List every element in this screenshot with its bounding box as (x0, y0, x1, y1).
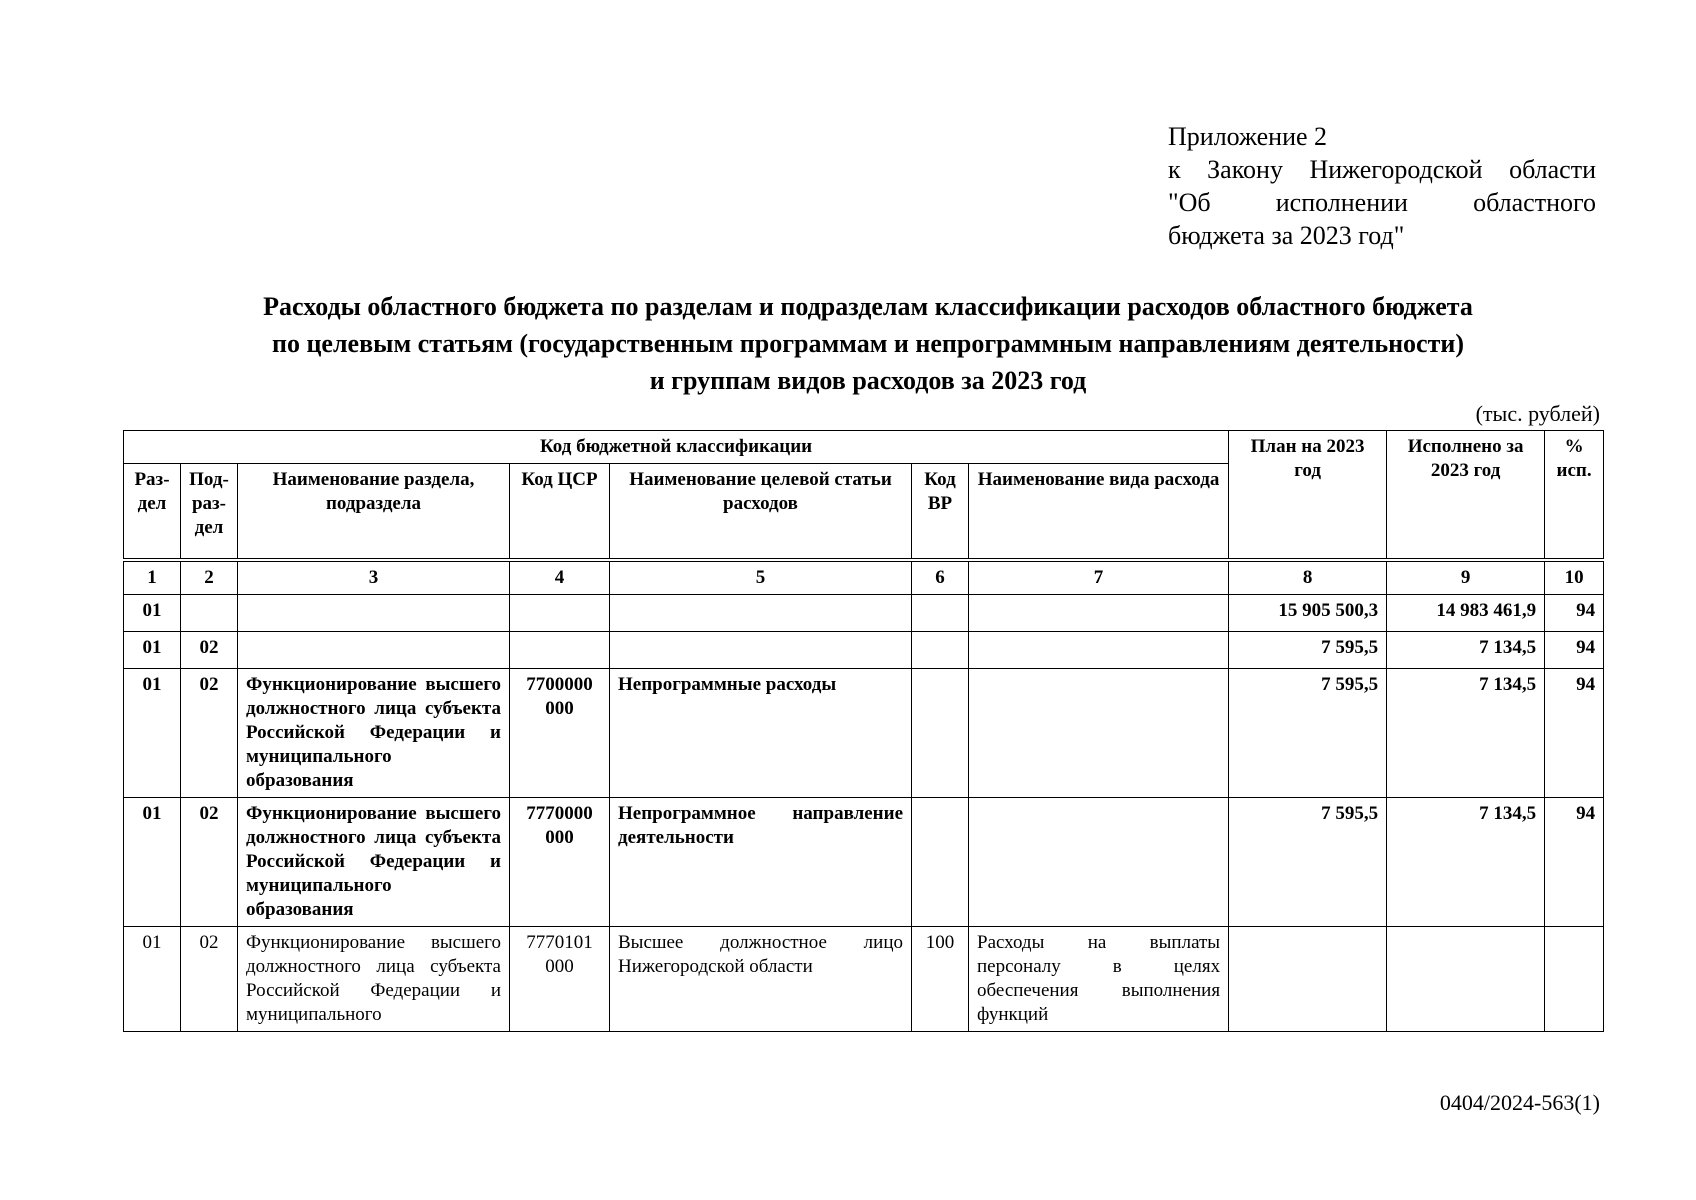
cell-vr-name: Расходы на выплаты персоналу в целях обеспечения выполнения функций (969, 927, 1229, 1032)
cell-razdel: 01 (124, 669, 181, 798)
cell-vr-name (969, 798, 1229, 927)
cell-pct: 94 (1545, 669, 1604, 798)
table-row (124, 927, 1604, 1032)
cell-vr (912, 595, 969, 632)
cell-csr-name: Непрограммное направление деятельности (610, 798, 912, 927)
cell-csr: 7770101 000 (510, 927, 610, 1032)
annex-line-4: бюджета за 2023 год" (1168, 221, 1405, 250)
cell-vr (912, 798, 969, 927)
cell-csr: 7700000 000 (510, 669, 610, 798)
header-classification-code: Код бюджетной классификации (124, 431, 1229, 464)
cell-razdel: 01 (124, 632, 181, 669)
header-podrazdel: Под- раз- дел (181, 464, 238, 561)
header-razdel-name: Наименование раздела, подраздела (238, 464, 510, 561)
units-note: (тыс. рублей) (1475, 401, 1600, 426)
column-number: 6 (912, 560, 969, 595)
title-line-2: по целевым статьям (государственным программам и непрограммным направлениям деятельности) (271, 329, 1465, 358)
cell-razdel: 01 (124, 927, 181, 1032)
title-line-1: Расходы областного бюджета по разделам и подразделам классификации расходов областного бюджета (263, 292, 1473, 321)
cell-razdel: 01 (124, 798, 181, 927)
cell-plan: 15 905 500,3 (1229, 595, 1387, 632)
cell-csr (510, 595, 610, 632)
annex-line-1: Приложение 2 (1168, 122, 1328, 151)
cell-razdel-name: Функционирование высшего должностного лица субъекта Российской Федерации и муниципального (238, 927, 510, 1032)
cell-pct (1545, 927, 1604, 1032)
cell-csr-name: Высшее должностное лицо Нижегородской области (610, 927, 912, 1032)
header-csr: Код ЦСР (510, 464, 610, 561)
column-number-row (124, 560, 1604, 595)
cell-done: 7 134,5 (1387, 669, 1545, 798)
cell-done: 7 134,5 (1387, 798, 1545, 927)
table-row (124, 798, 1604, 927)
annex-line-2: к Закону Нижегородской области (1168, 155, 1596, 184)
annex-line-3: "Об исполнении областного (1168, 188, 1596, 217)
cell-podrazdel: 02 (181, 669, 238, 798)
cell-razdel-name (238, 595, 510, 632)
table-row (124, 632, 1604, 669)
cell-vr (912, 632, 969, 669)
cell-podrazdel (181, 595, 238, 632)
column-number: 5 (610, 560, 912, 595)
column-number: 3 (238, 560, 510, 595)
header-done: Исполнено за 2023 год (1387, 431, 1545, 561)
cell-plan: 7 595,5 (1229, 632, 1387, 669)
cell-pct: 94 (1545, 798, 1604, 927)
cell-plan: 7 595,5 (1229, 798, 1387, 927)
column-number: 2 (181, 560, 238, 595)
cell-pct: 94 (1545, 632, 1604, 669)
column-number: 9 (1387, 560, 1545, 595)
header-pct: % исп. (1545, 431, 1604, 561)
cell-vr-name (969, 669, 1229, 798)
title-line-3: и группам видов расходов за 2023 год (649, 366, 1087, 395)
cell-csr-name: Непрограммные расходы (610, 669, 912, 798)
document-number: 0404/2024-563(1) (1439, 1090, 1600, 1115)
cell-csr-name (610, 632, 912, 669)
header-csr-name: Наименование целевой статьи расходов (610, 464, 912, 561)
table-row (124, 595, 1604, 632)
cell-podrazdel: 02 (181, 632, 238, 669)
column-number: 1 (124, 560, 181, 595)
cell-vr: 100 (912, 927, 969, 1032)
table-row (124, 669, 1604, 798)
cell-csr: 7770000 000 (510, 798, 610, 927)
cell-done: 7 134,5 (1387, 632, 1545, 669)
cell-pct: 94 (1545, 595, 1604, 632)
cell-done: 14 983 461,9 (1387, 595, 1545, 632)
cell-podrazdel: 02 (181, 927, 238, 1032)
cell-done (1387, 927, 1545, 1032)
header-plan: План на 2023 год (1229, 431, 1387, 561)
column-number: 10 (1545, 560, 1604, 595)
cell-vr-name (969, 595, 1229, 632)
cell-plan: 7 595,5 (1229, 669, 1387, 798)
cell-razdel-name: Функционирование высшего должностного лица субъекта Российской Федерации и муниципального образования (238, 798, 510, 927)
annex-block (1168, 120, 1596, 252)
header-vr-name: Наименование вида расхода (969, 464, 1229, 561)
header-row-group (124, 431, 1604, 464)
cell-razdel: 01 (124, 595, 181, 632)
cell-razdel-name: Функционирование высшего должностного лица субъекта Российской Федерации и муниципального образования (238, 669, 510, 798)
document-title (120, 288, 1616, 399)
column-number: 4 (510, 560, 610, 595)
cell-podrazdel: 02 (181, 798, 238, 927)
cell-razdel-name (238, 632, 510, 669)
cell-plan (1229, 927, 1387, 1032)
cell-csr-name (610, 595, 912, 632)
column-number: 7 (969, 560, 1229, 595)
column-number: 8 (1229, 560, 1387, 595)
header-vr: Код ВР (912, 464, 969, 561)
cell-csr (510, 632, 610, 669)
header-razdel: Раз- дел (124, 464, 181, 561)
cell-vr (912, 669, 969, 798)
budget-table (123, 430, 1604, 1032)
cell-vr-name (969, 632, 1229, 669)
